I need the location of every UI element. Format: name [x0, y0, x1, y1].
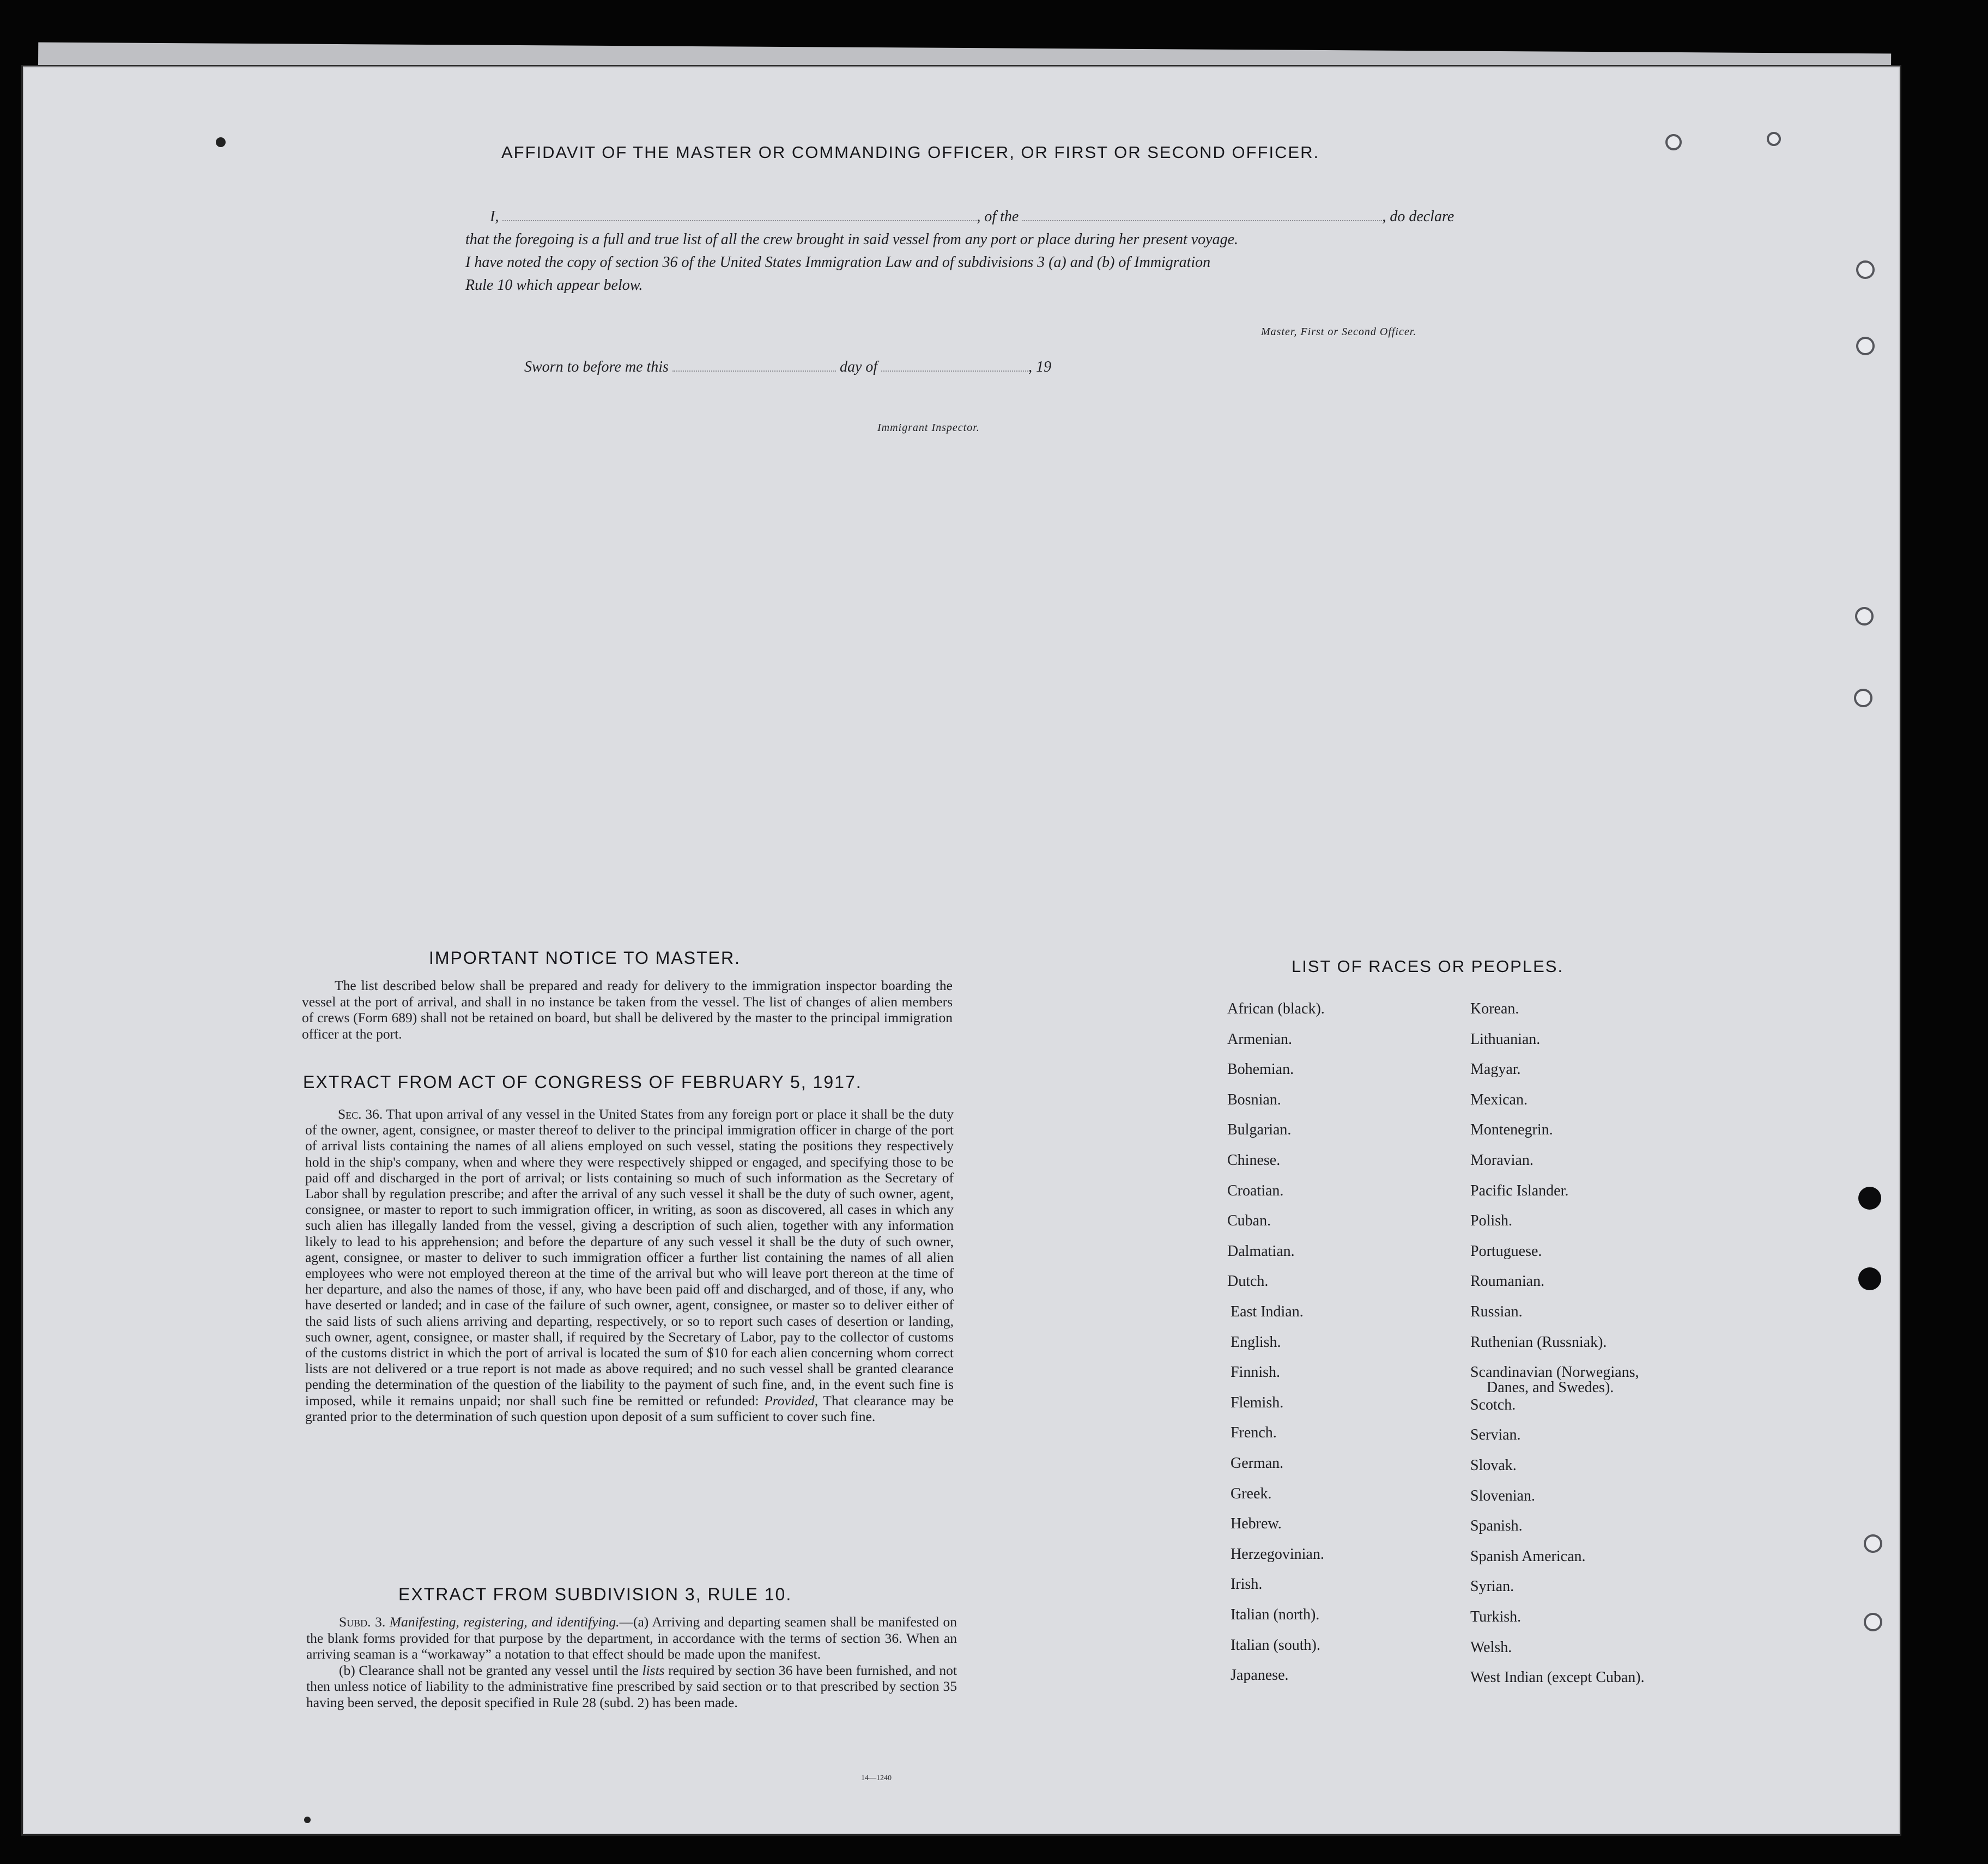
race-item: Polish. [1470, 1212, 1513, 1230]
race-item: East Indian. [1231, 1303, 1304, 1320]
extract-act-text: That upon arrival of any vessel in the United States from any foreign port or place it shall be the duty of the owner, agent, consignee, or master thereof to deliver to the principal immigration officer in charge of the port of arrival lists containing the names of all aliens employed on such vessel, stating the positions they respectively hold in the ship's company, when and where they were respectively shipped or engaged, and specifying those to be paid off and discharged in the port of arrival; or lists containing so much of such information as the Secretary of Labor shall by regulation prescribe; and after the arrival of any such vessel it shall be the duty of such owner, agent, consignee, or master to report to such immigration officer, in writing, as soon as discovered, all cases in which any such alien has illegally landed from the vessel, giving a description of such alien, together with any information likely to lead to his apprehension; and before the departure of any such vessel it shall be the duty of such owner, agent, consignee, or master to deliver to such immigration officer a further list containing the names of all alien employees who were not employed thereon at the time of the arrival but who will leave port thereon at the time of her departure, and also the names of those, if any, who have been paid off and discharged, and of those, if any, who have deserted or landed; and in case of the failure of such owner, agent, consignee, or master so to deliver either of the said lists of such aliens arriving and departing, respectively, or so to report such cases of desertion or landing, such owner, agent, consignee, or master shall, if required by the Secretary of Labor, pay to the collector of customs of the customs district in which the port of arrival is located the sum of $10 for each alien concerning whom correct lists are not delivered or a true report is not made as above required; and no such vessel shall be granted clearance pending the determination of the question of the liability to the payment of such fine, and, in the event such fine is imposed, while it remains unpaid; nor shall such fine be remitted or refunded: [305, 1106, 954, 1408]
ink-speck [216, 137, 226, 147]
binder-hole [1854, 689, 1872, 707]
ink-speck [304, 1817, 311, 1823]
provided-label: Provided, [764, 1392, 819, 1408]
race-item: Spanish American. [1470, 1547, 1586, 1565]
race-item: Cuban. [1227, 1212, 1271, 1230]
affidavit-of-the-label: , of the [977, 208, 1019, 225]
race-item: Irish. [1231, 1576, 1263, 1593]
binder-hole [1855, 607, 1874, 626]
affidavit-line-3: I have noted the copy of section 36 of the United States Immigration Law and of subdivisions 3 (a) and (b) of Immigration [465, 254, 1211, 271]
extract-rule-title: EXTRACT FROM SUBDIVISION 3, RULE 10. [398, 1584, 792, 1604]
race-item: Greek. [1231, 1485, 1272, 1502]
race-item: Ruthenian (Russniak). [1470, 1333, 1607, 1351]
punch-hole-dark [1858, 1267, 1881, 1290]
binder-hole [1864, 1534, 1882, 1553]
race-item: Italian (north). [1231, 1606, 1320, 1623]
subdivision-heading: Manifesting, registering, and identifying. [389, 1614, 620, 1630]
paragraph-b-lists: lists [642, 1662, 665, 1678]
bleed-through-ghost-text [351, 160, 1768, 187]
document-page [23, 66, 1900, 1834]
notice-title: IMPORTANT NOTICE TO MASTER. [429, 948, 741, 968]
form-number: 14—1240 [861, 1774, 892, 1782]
race-item: Slovak. [1470, 1457, 1517, 1474]
race-item: Spanish. [1470, 1517, 1523, 1535]
binder-hole [1767, 132, 1781, 146]
race-item: Slovenian. [1470, 1487, 1535, 1504]
race-item: Russian. [1470, 1303, 1523, 1320]
notice-body [302, 977, 953, 1042]
race-item: German. [1231, 1455, 1284, 1472]
extract-act-title: EXTRACT FROM ACT OF CONGRESS OF FEBRUARY 5, 1917. [303, 1072, 862, 1092]
extract-act-text-end: That clearance may be granted prior to the determination of such question upon deposit of a sum sufficient to cover such fine. [305, 1392, 954, 1424]
race-item: Chinese. [1227, 1152, 1281, 1169]
extract-rule-body [306, 1614, 957, 1711]
binder-hole [1856, 337, 1875, 355]
race-item: West Indian (except Cuban). [1470, 1669, 1645, 1686]
affidavit-title: AFFIDAVIT OF THE MASTER OR COMMANDING OFFICER, OR FIRST OR SECOND OFFICER. [501, 143, 1320, 162]
race-item-continuation: Danes, and Swedes). [1487, 1379, 1614, 1397]
race-item: Scandinavian (Norwegians, [1470, 1364, 1639, 1381]
affidavit-line-2: that the foregoing is a full and true list of all the crew brought in said vessel from any port or place during her present voyage. [465, 231, 1239, 248]
affidavit-declare-label: , do declare [1382, 208, 1454, 225]
race-item: Turkish. [1470, 1608, 1522, 1625]
race-item: Italian (south). [1231, 1636, 1320, 1654]
section-label: Sec. 36. [338, 1106, 383, 1122]
race-item: African (black). [1227, 1000, 1325, 1017]
year-label: , 19 [1028, 359, 1052, 375]
affidavit-i-label: I, [490, 208, 499, 225]
race-item: Croatian. [1227, 1182, 1284, 1199]
affidavit-declaration-line [490, 208, 1454, 226]
race-item: English. [1231, 1333, 1281, 1351]
signature-caption: Master, First or Second Officer. [1261, 326, 1417, 338]
race-item: French. [1231, 1424, 1277, 1442]
month-blank[interactable] [881, 359, 1028, 372]
paragraph-a: —(a) Arriving and departing seamen shall be manifested on the blank forms provided for that purpose by the department, in accordance with the terms of section 36. When an arriving seaman is a “workaway” a notation to that effect should be made upon the manifest. [306, 1614, 957, 1662]
race-item: Hebrew. [1231, 1515, 1282, 1533]
race-item: Welsh. [1470, 1638, 1512, 1656]
paragraph-b-end: required by section 36 have been furnished, and not then unless notice of liability to the administrative fine prescribed by said section or to that prescribed by section 35 having been served, the deposit specified in Rule 28 (subd. 2) has been made. [306, 1662, 957, 1710]
race-item: Bulgarian. [1227, 1121, 1292, 1139]
race-item: Armenian. [1227, 1030, 1292, 1048]
sworn-line [524, 359, 1051, 376]
vessel-blank[interactable] [1022, 208, 1382, 221]
race-item: Dalmatian. [1227, 1242, 1295, 1260]
races-title: LIST OF RACES OR PEOPLES. [1292, 957, 1564, 976]
race-item: Flemish. [1231, 1394, 1284, 1411]
race-item: Montenegrin. [1470, 1121, 1553, 1139]
race-item: Moravian. [1470, 1152, 1534, 1169]
binder-hole [1856, 260, 1875, 279]
race-item: Korean. [1470, 1000, 1519, 1017]
race-item: Pacific Islander. [1470, 1182, 1569, 1199]
race-item: Servian. [1470, 1426, 1521, 1444]
inspector-caption: Immigrant Inspector. [877, 422, 980, 434]
sworn-label: Sworn to before me this [524, 359, 669, 375]
binder-hole [1864, 1613, 1882, 1631]
race-item: Lithuanian. [1470, 1030, 1541, 1048]
race-item: Dutch. [1227, 1273, 1269, 1290]
notice-text: The list described below shall be prepared and ready for delivery to the immigration inspector boarding the vessel at the port of arrival, and shall in no instance be taken from the vessel. The list of changes of alien members of crews (Form 689) shall not be retained on board, but shall be delivered by the master to the principal immigration officer at the port. [302, 977, 953, 1042]
extract-act-body [305, 1106, 954, 1424]
paragraph-b-start: (b) Clearance shall not be granted any vessel until the [339, 1662, 639, 1678]
binder-hole [1665, 134, 1682, 150]
race-item: Finnish. [1231, 1364, 1281, 1381]
subdivision-label: Subd. 3. [339, 1614, 386, 1630]
race-item: Bohemian. [1227, 1061, 1294, 1078]
race-item: Bosnian. [1227, 1091, 1281, 1108]
day-of-label: day of [839, 359, 878, 375]
race-item: Magyar. [1470, 1061, 1521, 1078]
affidavit-line-4: Rule 10 which appear below. [465, 277, 643, 294]
race-item: Japanese. [1231, 1667, 1289, 1684]
punch-hole-dark [1858, 1187, 1881, 1210]
race-item: Scotch. [1470, 1396, 1516, 1413]
race-item: Syrian. [1470, 1578, 1514, 1595]
race-item: Mexican. [1470, 1091, 1528, 1108]
race-item: Roumanian. [1470, 1273, 1545, 1290]
name-blank[interactable] [502, 208, 977, 221]
race-item: Herzegovinian. [1231, 1545, 1324, 1563]
day-blank[interactable] [672, 359, 836, 372]
race-item: Portuguese. [1470, 1242, 1542, 1260]
